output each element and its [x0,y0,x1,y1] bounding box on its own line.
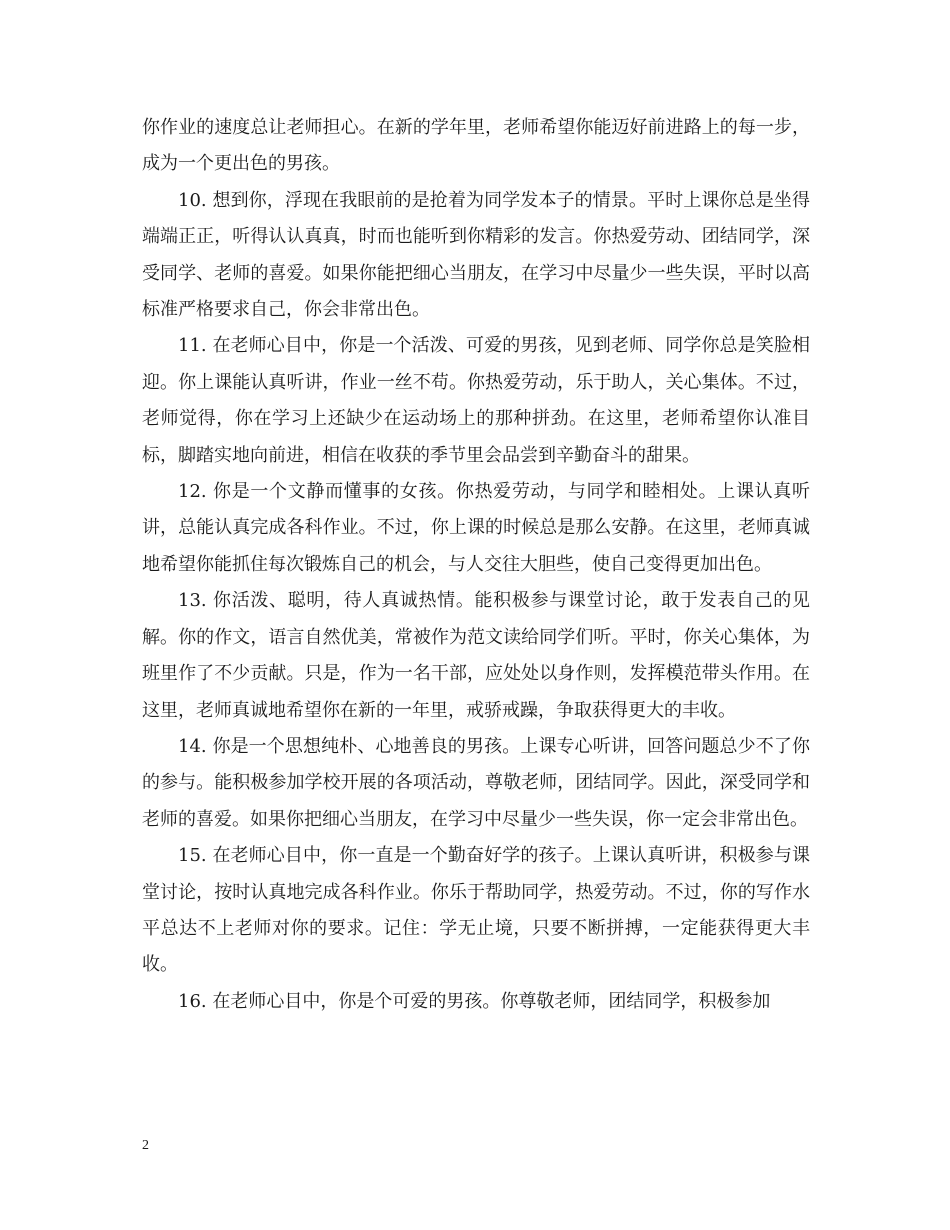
paragraph-comment-10: 10. 想到你，浮现在我眼前的是抢着为同学发本子的情景。平时上课你总是坐得端端正正，听得认认真真，时而也能听到你精彩的发言。你热爱劳动、团结同学，深受同学、老师的喜爱。如果你能把细心当朋友，在学习中尽量少一些失误，平时以高标准严格要求自己，你会非常出色。 [142,189,810,321]
paragraph-comment-13: 13. 你活泼、聪明，待人真诚热情。能积极参与课堂讨论，敢于发表自己的见解。你的作文，语言自然优美，常被作为范文读给同学们听。平时，你关心集体，为班里作了不少贡献。只是，作为一名干部，应处处以身作则，发挥模范带头作用。在这里，老师真诚地希望你在新的一年里，戒骄戒躁，争取获得更大的丰收。 [142,590,810,721]
paragraph-continuation: 你作业的速度总让老师担心。在新的学年里，老师希望你能迈好前进路上的每一步，成为一个更出色的男孩。 [142,117,810,175]
paragraph-comment-12: 12. 你是一个文静而懂事的女孩。你热爱劳动，与同学和睦相处。上课认真听讲，总能认真完成各科作业。不过，你上课的时候总是那么安静。在这里，老师真诚地希望你能抓住每次锻炼自己的机会，与人交往大胆些，使自己变得更加出色。 [142,481,810,575]
paragraph-comment-11: 11. 在老师心目中，你是一个活泼、可爱的男孩，见到老师、同学你总是笑脸相迎。你上课能认真听讲，作业一丝不苟。你热爱劳动，乐于助人，关心集体。不过，老师觉得，你在学习上还缺少在运动场上的那种拼劲。在这里，老师希望你认准目标，脚踏实地向前进，相信在收获的季节里会品尝到辛勤奋斗的甜果。 [142,335,810,466]
paragraph-comment-15: 15. 在老师心目中，你一直是一个勤奋好学的孩子。上课认真听讲，积极参与课堂讨论，按时认真地完成各科作业。你乐于帮助同学，热爱劳动。不过，你的写作水平总达不上老师对你的要求。记住：学无止境，只要不断拼搏，一定能获得更大丰收。 [142,845,810,976]
page-number: 2 [142,1138,149,1153]
document-body [142,110,810,1020]
paragraph-comment-14: 14. 你是一个思想纯朴、心地善良的男孩。上课专心听讲，回答问题总少不了你的参与。能积极参加学校开展的各项活动，尊敬老师，团结同学。因此，深受同学和老师的喜爱。如果你把细心当朋友，在学习中尽量少一些失误，你一定会非常出色。 [142,735,810,830]
paragraph-comment-16: 16. 在老师心目中，你是个可爱的男孩。你尊敬老师，团结同学，积极参加 [178,990,771,1012]
